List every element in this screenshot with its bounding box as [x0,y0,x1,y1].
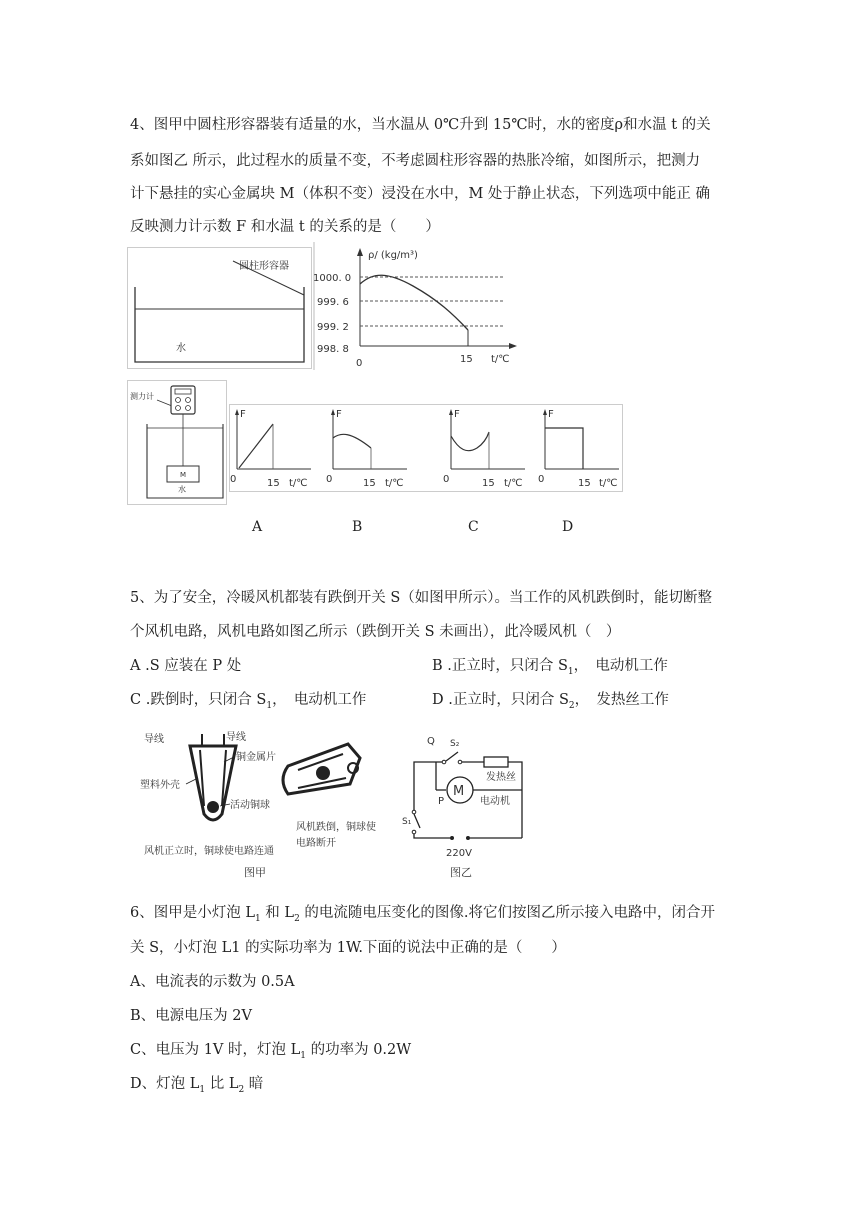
graph-d [538,409,619,489]
terminal-left [450,836,454,840]
curve [451,432,489,451]
density-chart [313,242,523,372]
q6-line-1: 6、图甲是小灯泡 $L_1$ 和 $L_2$ 的电流随电压变化的图像.将它们按图乙所示接入电路中，闭合开 [130,905,716,924]
graph-a [230,409,311,489]
axis-t-label: t/℃ [504,478,523,489]
voltage-label: 220V [446,848,472,859]
q6-option-b: B、电源电压为 2V [130,1008,252,1024]
wire-label-2: 导线 [226,732,246,743]
tick-0: 0 [538,474,545,485]
graph-c [443,409,525,489]
ball-label: 活动铜球 [230,800,270,811]
q6-line-2: 关 S，小灯泡 L1 的实际功率为 1W.下面的说法中正确的是（ ） [130,940,566,956]
container-label: 圆柱形容器 [239,261,289,272]
xtick-label: 15 [460,354,473,365]
q4-line-3: 计下悬挂的实心金属块 M（体积不变）浸没在水中，M 处于静止状态，下列选项中能正 确 [130,186,711,202]
point-p-label: P [438,796,445,807]
graph-b [326,409,407,489]
x-axis-label: t/℃ [491,354,510,365]
axis-f-label: F [454,409,460,420]
tick-0: 0 [230,474,237,485]
tick-15: 15 [578,478,591,489]
density-curve [360,275,468,330]
q5-line-2: 个风机电路，风机电路如图乙所示（跌倒开关 S 未画出），此冷暖风机（ ） [130,624,621,640]
q4-line-2: 系如图乙 所示，此过程水的质量不变，不考虑圆柱形容器的热胀冷缩，如图所示，把测力 [130,153,701,169]
copper-ball-fallen [316,766,330,780]
switch-s2 [446,752,458,761]
ytick-label: 999. 6 [317,297,349,308]
curve [239,424,273,468]
y-axis-label: ρ/ (kg/m³) [368,250,418,261]
q5-option-b: B .正立时，只闭合 $S_1$， 电动机工作 [432,658,668,677]
meter-setup-figure [127,380,227,505]
tick-15: 15 [363,478,376,489]
meter-label: 测力计 [130,392,154,401]
heater-label: 发热丝 [486,772,516,783]
axis-f-label: F [336,409,342,420]
terminal-right [466,836,470,840]
axis-t-label: t/℃ [599,478,618,489]
choice-d: D [562,519,574,535]
xtick-label: 0 [356,358,363,369]
fig-jia-caption: 图甲 [244,866,266,879]
q5-line-1: 5、为了安全，冷暖风机都装有跌倒开关 S（如图甲所示）。当工作的风机跌倒时，能切断整 [130,590,713,606]
q5-option-a: A .S 应装在 P 处 [130,658,242,674]
ytick-label: 1000. 0 [313,273,352,284]
container-figure [127,247,312,369]
curve [333,434,371,448]
axis-f-label: F [240,409,246,420]
upright-caption: 风机正立时，铜球使电路连通 [144,846,274,857]
motor-symbol: M [453,784,465,799]
ytick-label: 999. 2 [317,322,349,333]
s2-label: S₂ [450,739,460,749]
wire-label-1: 导线 [144,734,164,745]
copper-ball [207,801,219,813]
q6-option-c: C、电压为 1V 时，灯泡 $L_1$ 的功率为 0.2W [130,1042,412,1061]
tick-15: 15 [482,478,495,489]
fig-yi-caption: 图乙 [450,866,472,879]
ytick-label: 998. 8 [317,344,349,355]
q4-line-4: 反映测力计示数 F 和水温 t 的关系的是（ ） [130,219,440,235]
axis-t-label: t/℃ [289,478,308,489]
water-label: 水 [178,485,186,494]
plate-label: 铜金属片 [236,752,276,763]
tick-0: 0 [443,474,450,485]
curve [545,428,583,469]
fallen-caption-1: 风机跌倒，铜球使 [296,822,376,833]
axis-f-label: F [548,409,554,420]
tick-15: 15 [267,478,280,489]
switch-s1 [414,814,420,828]
point-q-label: Q [427,736,435,747]
choice-b: B [352,519,363,535]
shell-label: 塑料外壳 [140,780,180,791]
choice-c: C [468,519,479,535]
water-label: 水 [176,343,186,354]
q6-option-a: A、电流表的示数为 0.5A [130,974,295,990]
tip-switch-figure [138,726,378,886]
motor-label: 电动机 [480,796,510,807]
q6-option-d: D、灯泡 $L_1$ 比 $L_2$ 暗 [130,1076,264,1095]
q5-option-c: C .跌倒时，只闭合 $S_1$， 电动机工作 [130,692,367,711]
fallen-caption-2: 电路断开 [296,838,336,849]
q5-option-d: D .正立时，只闭合 $S_2$， 发热丝工作 [432,692,669,711]
choice-a: A [252,519,263,535]
option-graphs [229,404,623,492]
block-label: M [180,471,187,479]
axis-t-label: t/℃ [385,478,404,489]
heater-resistor [484,757,508,767]
q4-line-1: 4、图甲中圆柱形容器装有适量的水，当水温从 0℃升到 15℃时，水的密度ρ和水温 t 的关 [130,117,711,133]
tick-0: 0 [326,474,333,485]
circuit-figure [400,728,540,886]
s1-label: S₁ [402,817,412,827]
